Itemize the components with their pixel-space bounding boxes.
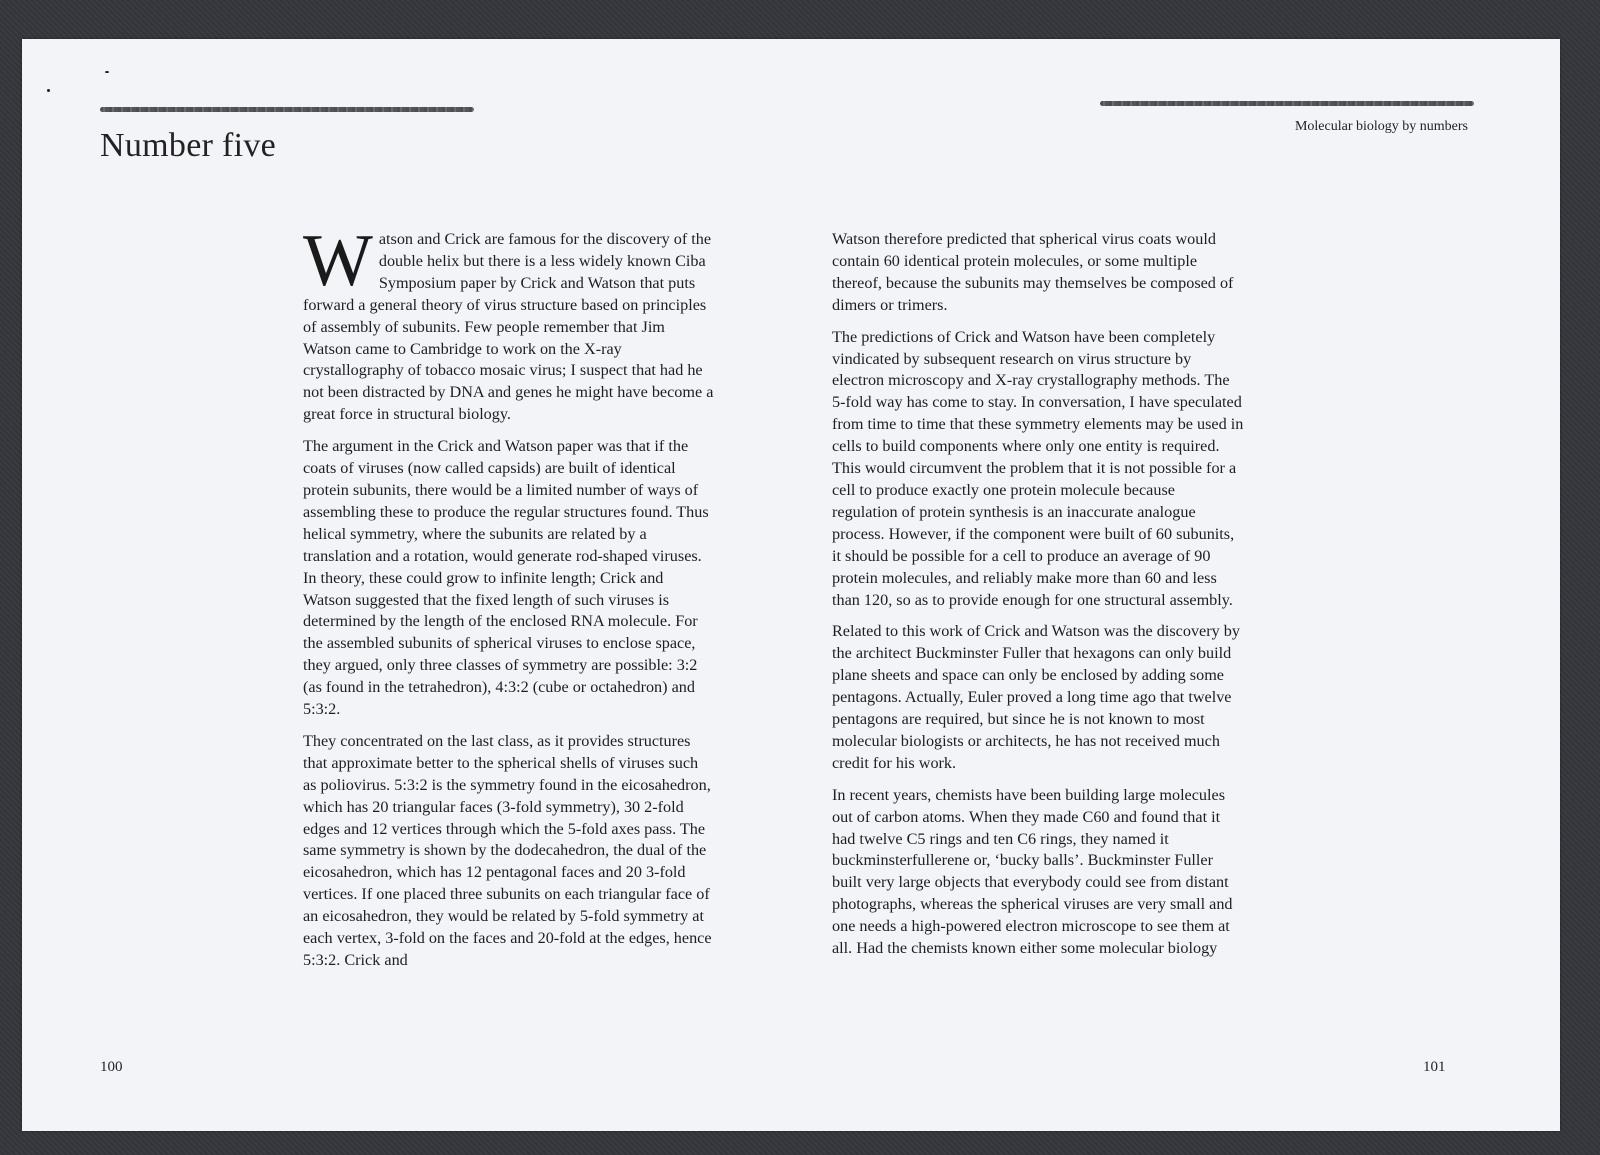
print-speck bbox=[47, 89, 50, 92]
paragraph: The predictions of Crick and Watson have been completely vindicated by subsequent research on virus structure by electron microscopy and X-ray crystallography methods. The 5-fold way has come to stay. In conversation, I have speculated from time to time that these symmetry elements may be used in cells to build components where only one entity is required. This would circumvent the problem that it is not possible for a cell to produce exactly one protein molecule because regulation of protein synthesis is an inaccurate analogue process. However, if the component were built of 60 subunits, it should be possible for a cell to produce an average of 90 protein molecules, and reliably make more than 60 and less than 120, so as to provide enough for one structural assembly. bbox=[832, 327, 1244, 609]
paragraph: Related to this work of Crick and Watson was the discovery by the architect Buckminster Fuller that hexagons can only build plane sheets and space can only be enclosed by adding some pentagons. Actually, Euler proved a long time ago that twelve pentagons are required, but since he is not known to most molecular biologists or architects, he has not received much credit for his work. bbox=[832, 622, 1240, 772]
paragraph: In recent years, chemists have been building large molecules out of carbon atoms. When they made C60 and found that it had twelve C5 rings and ten C6 rings, they named it buckminsterfullerene or, ‘bucky balls’. Buckminster Fuller built very large objects that everybody could see from distant photographs, whereas the spherical viruses are very small and one needs a high-powered electron microscope to see them at all. Had the chemists known either some molecular biology bbox=[832, 785, 1233, 958]
chapter-title: Number five bbox=[100, 127, 277, 164]
print-speck bbox=[105, 71, 109, 73]
right-header-rule bbox=[1100, 101, 1474, 106]
running-head: Molecular biology by numbers bbox=[1294, 119, 1468, 134]
book-spread bbox=[22, 39, 1560, 1131]
paragraph: They concentrated on the last class, as it provides structures that approximate better to the spherical shells of viruses such as poliovirus. 5:3:2 is the symmetry found in the eicosahedron, which has 20 triangular faces (3-fold symmetry), 30 2-fold edges and 12 vertices through which the 5-fold axes pass. The same symmetry is shown by the dodecahedron, the dual of the eicosahedron, which has 12 pentagonal faces and 20 3-fold vertices. If one placed three subunits on each triangular face of an eicosahedron, they would be related by 5-fold symmetry at each vertex, 3-fold on the faces and 20-fold at the edges, hence 5:3:2. Crick and bbox=[303, 731, 712, 969]
paragraph bbox=[303, 220, 715, 426]
paragraph: Watson therefore predicted that spherical virus coats would contain 60 identical protein molecules, or some multiple thereof, because the subunits may themselves be composed of dimers or trimers. bbox=[832, 230, 1234, 314]
page-number-left: 100 bbox=[100, 1059, 123, 1075]
drop-cap: W bbox=[303, 220, 373, 302]
left-text-column bbox=[303, 220, 715, 982]
left-header-rule bbox=[100, 107, 474, 112]
paragraph: The argument in the Crick and Watson paper was that if the coats of viruses (now called capsids) are built of identical protein subunits, there would be a limited number of ways of assembling these to produce the regular structures found. Thus helical symmetry, where the subunits are related by a translation and a rotation, would generate rod-shaped viruses. In theory, these could grow to infinite length; Crick and Watson suggested that the fixed length of such viruses is determined by the length of the enclosed RNA molecule. For the assembled subunits of spherical viruses to enclose space, they argued, only three classes of symmetry are possible: 3:2 (as found in the tetrahedron), 4:3:2 (cube or octahedron) and 5:3:2. bbox=[303, 437, 709, 719]
paragraph-text: atson and Crick are famous for the discovery of the double helix but there is a less widely known Ciba Symposium paper by Crick and Watson that puts forward a general theory of virus structure based on principles of assembly of subunits. Few people remember that Jim Watson came to Cambridge to work on the X-ray crystallography of tobacco mosaic virus; I suspect that had he not been distracted by DNA and genes he might have become a great force in structural biology. bbox=[303, 230, 714, 424]
page-number-right: 101 bbox=[1423, 1059, 1446, 1075]
right-text-column bbox=[832, 229, 1244, 970]
